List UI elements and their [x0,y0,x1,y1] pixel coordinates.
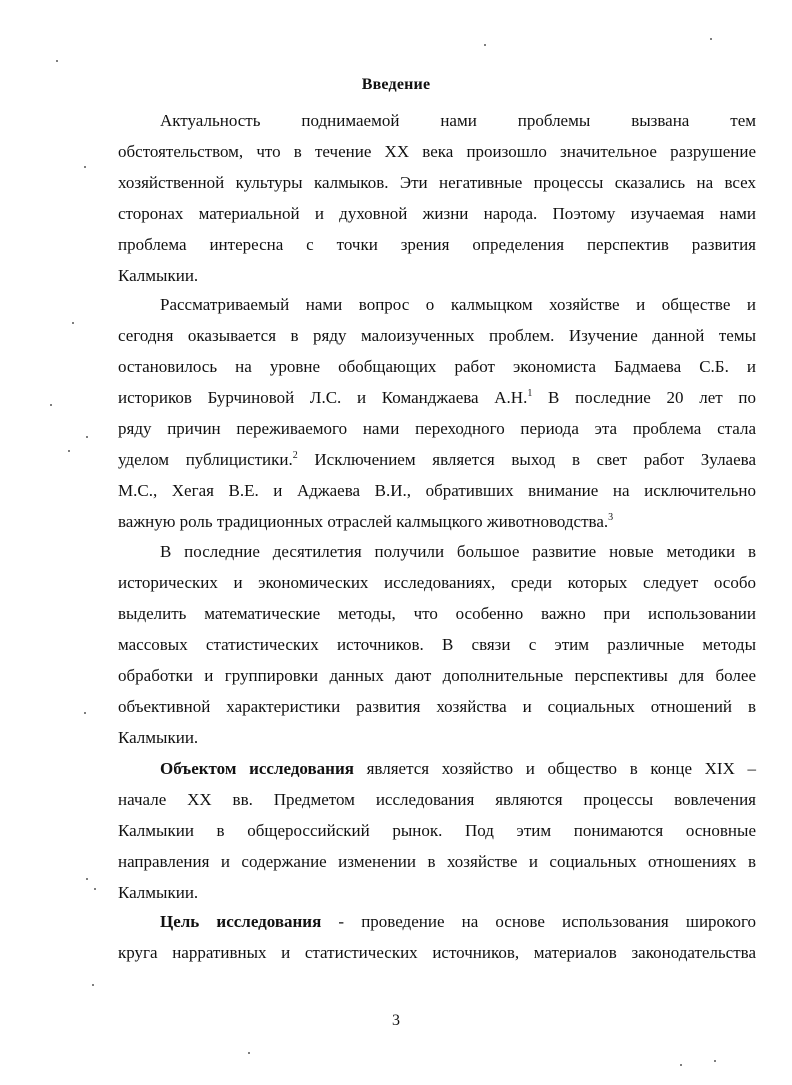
text-line: М.С., Хегая В.Е. и Аджаева В.И., обративших внимание на исключительно [118,481,756,500]
scan-speck [710,38,712,40]
text-line: начале XX вв. Предметом исследования являются процессы вовлечения [118,790,756,809]
text-line: ряду причин переживаемого нами переходного периода эта проблема стала [118,419,756,438]
text-line: Калмыкии в общероссийский рынок. Под этим понимаются основные [118,821,756,840]
text-line: массовых статистических источников. В связи с этим различные методы [118,635,756,654]
text-line [118,506,756,537]
paragraph-historiography [118,289,756,537]
paragraph-methods [118,536,756,753]
scan-speck [84,712,86,714]
text-fragment: историков Бурчиновой Л.С. и Команджаева А.Н. [118,388,528,407]
text-line [118,382,756,413]
text-line: проблема интересна с точки зрения определения перспектив развития [118,235,756,254]
text-line: Калмыкии. [118,266,199,285]
scan-speck [86,878,88,880]
text-fragment: является хозяйство и общество в конце XIX – [353,759,756,778]
text-line: выделить математические методы, что особенно важно при использовании [118,604,756,623]
text-line: остановилось на уровне обобщающих работ экономиста Бадмаева С.Б. и [118,357,756,376]
text-line: Калмыкии. [118,883,199,902]
paragraph-object [118,753,756,908]
text-line [118,444,756,475]
document-title: Введение [361,76,431,93]
scan-speck [72,322,74,324]
text-fragment: - проведение на основе использования широкого [321,912,756,931]
scan-speck [680,1064,682,1066]
bold-term: Цель исследования [160,912,322,931]
text-line [118,906,756,937]
text-line: объективной характеристики развития хозяйства и социальных отношений в [118,697,756,716]
scan-speck [86,436,88,438]
footnote-ref-2: 2 [292,450,298,461]
bold-term: Объектом исследования [160,759,354,778]
text-fragment: важную роль традиционных отраслей калмыцкого животноводства. [118,512,609,531]
text-line: круга нарративных и статистических источников, материалов законодательства [118,943,756,962]
text-line: сторонах материальной и духовной жизни народа. Поэтому изучаемая нами [118,204,756,223]
footnote-ref-1: 1 [527,388,533,399]
paragraph-relevance [118,105,756,291]
text-line: обстоятельством, что в течение XX века произошло значительное разрушение [118,142,756,161]
scan-speck [50,404,52,406]
scan-speck [56,60,58,62]
text-line: сегодня оказывается в ряду малоизученных проблем. Изучение данной темы [118,326,756,345]
scan-speck [68,450,70,452]
scan-speck [94,888,96,890]
text-fragment: Исключением является выход в свет работ Зулаева [297,450,756,469]
footnote-ref-3: 3 [608,512,614,523]
page-number: 3 [392,1012,400,1029]
text-line: Калмыкии. [118,728,199,747]
text-line: Рассматриваемый нами вопрос о калмыцком хозяйстве и обществе и [160,295,756,314]
text-line: Актуальность поднимаемой нами проблемы вызвана тем [160,111,756,130]
scan-speck [714,1060,716,1062]
text-line: хозяйственной культуры калмыков. Эти негативные процессы сказались на всех [118,173,756,192]
text-line: исторических и экономических исследованиях, среди которых следует особо [118,573,756,592]
scan-speck [92,984,94,986]
text-fragment: В последние 20 лет по [532,388,756,407]
paragraph-goal [118,906,756,968]
text-line: направления и содержание изменении в хозяйстве и социальных отношениях в [118,852,756,871]
text-line [118,753,756,784]
text-line: В последние десятилетия получили большое развитие новые методики в [160,542,756,561]
scan-speck [484,44,486,46]
text-line: обработки и группировки данных дают дополнительные перспективы для более [118,666,756,685]
scan-speck [248,1052,250,1054]
text-fragment: уделом публицистики. [118,450,293,469]
scan-speck [84,166,86,168]
